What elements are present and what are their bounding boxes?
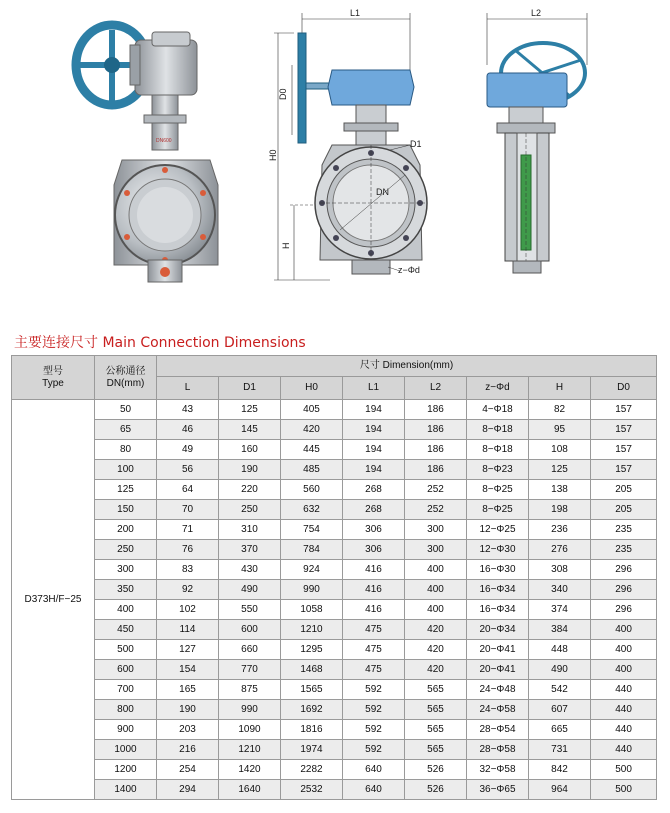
cell-h0: 2282 <box>281 760 343 780</box>
cell-l2: 400 <box>405 560 467 580</box>
cell-zd: 16−Φ34 <box>467 580 529 600</box>
cell-h: 384 <box>529 620 591 640</box>
cell-zd: 8−Φ25 <box>467 480 529 500</box>
cell-l1: 268 <box>343 500 405 520</box>
dn-cell: 250 <box>95 540 157 560</box>
table-row <box>12 500 657 520</box>
cell-d0: 400 <box>591 620 657 640</box>
col-header-d1: D1 <box>219 377 281 400</box>
cell-h: 542 <box>529 680 591 700</box>
dn-cell: 125 <box>95 480 157 500</box>
cell-l: 165 <box>157 680 219 700</box>
cell-l2: 186 <box>405 460 467 480</box>
cell-d1: 145 <box>219 420 281 440</box>
col-header-h: H <box>529 377 591 400</box>
front-view-drawing <box>270 5 450 290</box>
cell-l1: 416 <box>343 600 405 620</box>
cell-d1: 600 <box>219 620 281 640</box>
cell-l2: 420 <box>405 640 467 660</box>
cell-d0: 500 <box>591 760 657 780</box>
cell-l2: 565 <box>405 720 467 740</box>
cell-d0: 157 <box>591 420 657 440</box>
cell-h: 448 <box>529 640 591 660</box>
cell-l: 49 <box>157 440 219 460</box>
cell-d1: 875 <box>219 680 281 700</box>
cell-h0: 1816 <box>281 720 343 740</box>
cell-l2: 186 <box>405 440 467 460</box>
cell-zd: 8−Φ18 <box>467 440 529 460</box>
cell-l1: 640 <box>343 780 405 800</box>
cell-h: 842 <box>529 760 591 780</box>
cell-l: 102 <box>157 600 219 620</box>
cell-l2: 565 <box>405 680 467 700</box>
cell-l1: 475 <box>343 640 405 660</box>
dn-cell: 900 <box>95 720 157 740</box>
cell-l: 70 <box>157 500 219 520</box>
cell-l2: 420 <box>405 660 467 680</box>
cell-d1: 125 <box>219 400 281 420</box>
table-row <box>12 460 657 480</box>
dn-cell: 1400 <box>95 780 157 800</box>
dn-cell: 80 <box>95 440 157 460</box>
cell-l2: 420 <box>405 620 467 640</box>
cell-l1: 640 <box>343 760 405 780</box>
cell-h0: 990 <box>281 580 343 600</box>
cell-l1: 268 <box>343 480 405 500</box>
cell-l1: 475 <box>343 620 405 640</box>
cell-zd: 20−Φ34 <box>467 620 529 640</box>
l2-label: L2 <box>531 8 542 18</box>
cell-d1: 1420 <box>219 760 281 780</box>
cell-l2: 252 <box>405 500 467 520</box>
cell-h: 964 <box>529 780 591 800</box>
cell-l1: 306 <box>343 520 405 540</box>
cell-h: 82 <box>529 400 591 420</box>
cell-l1: 592 <box>343 740 405 760</box>
cell-h: 276 <box>529 540 591 560</box>
cell-h: 138 <box>529 480 591 500</box>
cell-d0: 440 <box>591 680 657 700</box>
cell-h0: 2532 <box>281 780 343 800</box>
col-header-l1: L1 <box>343 377 405 400</box>
table-row <box>12 480 657 500</box>
cell-l: 154 <box>157 660 219 680</box>
cell-d0: 400 <box>591 660 657 680</box>
cell-h0: 1565 <box>281 680 343 700</box>
cell-l2: 526 <box>405 760 467 780</box>
cell-d0: 440 <box>591 720 657 740</box>
cell-d1: 250 <box>219 500 281 520</box>
cell-d1: 190 <box>219 460 281 480</box>
cell-l: 56 <box>157 460 219 480</box>
cell-l1: 592 <box>343 680 405 700</box>
dn-cell: 500 <box>95 640 157 660</box>
cell-zd: 16−Φ34 <box>467 600 529 620</box>
table-row <box>12 760 657 780</box>
cell-l: 71 <box>157 520 219 540</box>
cell-zd: 8−Φ25 <box>467 500 529 520</box>
cell-l1: 194 <box>343 440 405 460</box>
cell-d1: 220 <box>219 480 281 500</box>
cell-d0: 157 <box>591 460 657 480</box>
cell-l2: 400 <box>405 580 467 600</box>
table-row <box>12 540 657 560</box>
table-row <box>12 740 657 760</box>
table-row <box>12 580 657 600</box>
cell-l: 294 <box>157 780 219 800</box>
cell-h0: 405 <box>281 400 343 420</box>
dn-cell: 600 <box>95 660 157 680</box>
cell-d0: 235 <box>591 540 657 560</box>
col-header-l: L <box>157 377 219 400</box>
dn-header-en: DN(mm) <box>106 377 145 389</box>
cell-d1: 490 <box>219 580 281 600</box>
h-label: H <box>281 242 291 249</box>
table-body <box>12 400 657 800</box>
cell-h0: 1468 <box>281 660 343 680</box>
cell-l1: 416 <box>343 580 405 600</box>
table-row <box>12 780 657 800</box>
dn-cell: 400 <box>95 600 157 620</box>
cell-d0: 400 <box>591 640 657 660</box>
cell-l2: 400 <box>405 600 467 620</box>
cell-l: 43 <box>157 400 219 420</box>
cell-d0: 296 <box>591 580 657 600</box>
table-row <box>12 600 657 620</box>
cell-zd: 16−Φ30 <box>467 560 529 580</box>
cell-d0: 296 <box>591 560 657 580</box>
dn-cell: 350 <box>95 580 157 600</box>
l1-label: L1 <box>350 8 361 18</box>
cell-h: 490 <box>529 660 591 680</box>
dn-header-cn: 公称通径 <box>105 365 146 377</box>
valve-photo <box>60 10 230 290</box>
cell-zd: 24−Φ48 <box>467 680 529 700</box>
cell-d1: 660 <box>219 640 281 660</box>
cell-d1: 770 <box>219 660 281 680</box>
cell-d0: 205 <box>591 480 657 500</box>
cell-l: 46 <box>157 420 219 440</box>
cell-l: 190 <box>157 700 219 720</box>
type-value: D373H/F−25 <box>12 400 95 800</box>
cell-l: 114 <box>157 620 219 640</box>
h0-label: H0 <box>268 149 278 161</box>
cell-h: 236 <box>529 520 591 540</box>
product-figure <box>0 0 670 300</box>
dn-cell: 150 <box>95 500 157 520</box>
cell-d1: 1090 <box>219 720 281 740</box>
cell-h0: 1210 <box>281 620 343 640</box>
cell-h0: 924 <box>281 560 343 580</box>
cell-h0: 1974 <box>281 740 343 760</box>
cell-zd: 28−Φ54 <box>467 720 529 740</box>
z-phi-d-label: z−Φd <box>398 265 420 275</box>
table-row <box>12 400 657 420</box>
cell-l2: 526 <box>405 780 467 800</box>
cell-h: 95 <box>529 420 591 440</box>
cell-h0: 1058 <box>281 600 343 620</box>
cell-zd: 20−Φ41 <box>467 640 529 660</box>
dimension-header: 尺寸 Dimension(mm) <box>157 356 657 377</box>
cell-zd: 4−Φ18 <box>467 400 529 420</box>
cell-l: 76 <box>157 540 219 560</box>
cell-d1: 160 <box>219 440 281 460</box>
col-header-l2: L2 <box>405 377 467 400</box>
cell-d0: 157 <box>591 440 657 460</box>
table-row <box>12 640 657 660</box>
type-header-en: Type <box>42 377 64 389</box>
cell-d1: 1210 <box>219 740 281 760</box>
cell-zd: 12−Φ30 <box>467 540 529 560</box>
cell-d0: 440 <box>591 740 657 760</box>
cell-d1: 430 <box>219 560 281 580</box>
table-row <box>12 700 657 720</box>
cell-l1: 194 <box>343 420 405 440</box>
cell-zd: 36−Φ65 <box>467 780 529 800</box>
dn-cell: 450 <box>95 620 157 640</box>
cell-zd: 28−Φ58 <box>467 740 529 760</box>
table-row <box>12 560 657 580</box>
cell-l2: 300 <box>405 540 467 560</box>
cell-h: 108 <box>529 440 591 460</box>
cell-l: 92 <box>157 580 219 600</box>
cell-l1: 306 <box>343 540 405 560</box>
cell-zd: 12−Φ25 <box>467 520 529 540</box>
cell-l1: 416 <box>343 560 405 580</box>
table-row <box>12 520 657 540</box>
table-row <box>12 720 657 740</box>
dn-cell: 1000 <box>95 740 157 760</box>
cell-l1: 475 <box>343 660 405 680</box>
d1-label: D1 <box>410 139 422 149</box>
cell-l2: 565 <box>405 740 467 760</box>
table-row <box>12 420 657 440</box>
cell-d0: 296 <box>591 600 657 620</box>
cell-l2: 300 <box>405 520 467 540</box>
cell-h: 308 <box>529 560 591 580</box>
cell-h: 731 <box>529 740 591 760</box>
table-row <box>12 680 657 700</box>
cell-l: 203 <box>157 720 219 740</box>
cell-h0: 445 <box>281 440 343 460</box>
dn-header <box>95 356 157 400</box>
cell-h0: 485 <box>281 460 343 480</box>
cell-h0: 1692 <box>281 700 343 720</box>
cell-l: 254 <box>157 760 219 780</box>
dimensions-table <box>11 355 657 800</box>
cell-l2: 565 <box>405 700 467 720</box>
col-header-z-phi-d: z−Φd <box>467 377 529 400</box>
cell-l: 216 <box>157 740 219 760</box>
cell-h0: 1295 <box>281 640 343 660</box>
section-title: 主要连接尺寸 Main Connection Dimensions <box>14 335 306 351</box>
cell-l: 127 <box>157 640 219 660</box>
col-header-d0: D0 <box>591 377 657 400</box>
cell-h0: 632 <box>281 500 343 520</box>
cell-h0: 420 <box>281 420 343 440</box>
cell-h: 374 <box>529 600 591 620</box>
cell-zd: 20−Φ41 <box>467 660 529 680</box>
cell-d1: 550 <box>219 600 281 620</box>
cell-d1: 1640 <box>219 780 281 800</box>
cell-d0: 500 <box>591 780 657 800</box>
cell-d0: 157 <box>591 400 657 420</box>
type-header-cn: 型号 <box>43 365 63 377</box>
cell-zd: 32−Φ58 <box>467 760 529 780</box>
cell-d1: 310 <box>219 520 281 540</box>
cell-h0: 560 <box>281 480 343 500</box>
cell-l: 64 <box>157 480 219 500</box>
dn-cell: 800 <box>95 700 157 720</box>
dn-label: DN <box>376 187 389 197</box>
cell-zd: 24−Φ58 <box>467 700 529 720</box>
col-header-h0: H0 <box>281 377 343 400</box>
cell-l1: 592 <box>343 700 405 720</box>
dn-cell: 700 <box>95 680 157 700</box>
cell-l2: 186 <box>405 400 467 420</box>
cell-d0: 235 <box>591 520 657 540</box>
dn-cell: 100 <box>95 460 157 480</box>
cell-l1: 194 <box>343 400 405 420</box>
dn-cell: 1200 <box>95 760 157 780</box>
cell-h: 665 <box>529 720 591 740</box>
cell-d1: 370 <box>219 540 281 560</box>
cell-l1: 194 <box>343 460 405 480</box>
cell-h: 340 <box>529 580 591 600</box>
cell-l2: 186 <box>405 420 467 440</box>
cell-zd: 8−Φ18 <box>467 420 529 440</box>
table-row <box>12 620 657 640</box>
svg-text:DN600: DN600 <box>156 138 172 144</box>
cell-h: 198 <box>529 500 591 520</box>
cell-h: 125 <box>529 460 591 480</box>
cell-h0: 754 <box>281 520 343 540</box>
side-view-drawing <box>475 5 605 290</box>
dn-cell: 200 <box>95 520 157 540</box>
d0-label: D0 <box>278 88 288 100</box>
cell-d0: 205 <box>591 500 657 520</box>
cell-d0: 440 <box>591 700 657 720</box>
dn-cell: 300 <box>95 560 157 580</box>
cell-l1: 592 <box>343 720 405 740</box>
table-row <box>12 660 657 680</box>
table-row <box>12 440 657 460</box>
cell-l2: 252 <box>405 480 467 500</box>
cell-h: 607 <box>529 700 591 720</box>
type-header <box>12 356 95 400</box>
cell-zd: 8−Φ23 <box>467 460 529 480</box>
dn-cell: 50 <box>95 400 157 420</box>
dn-cell: 65 <box>95 420 157 440</box>
cell-d1: 990 <box>219 700 281 720</box>
cell-l: 83 <box>157 560 219 580</box>
cell-h0: 784 <box>281 540 343 560</box>
